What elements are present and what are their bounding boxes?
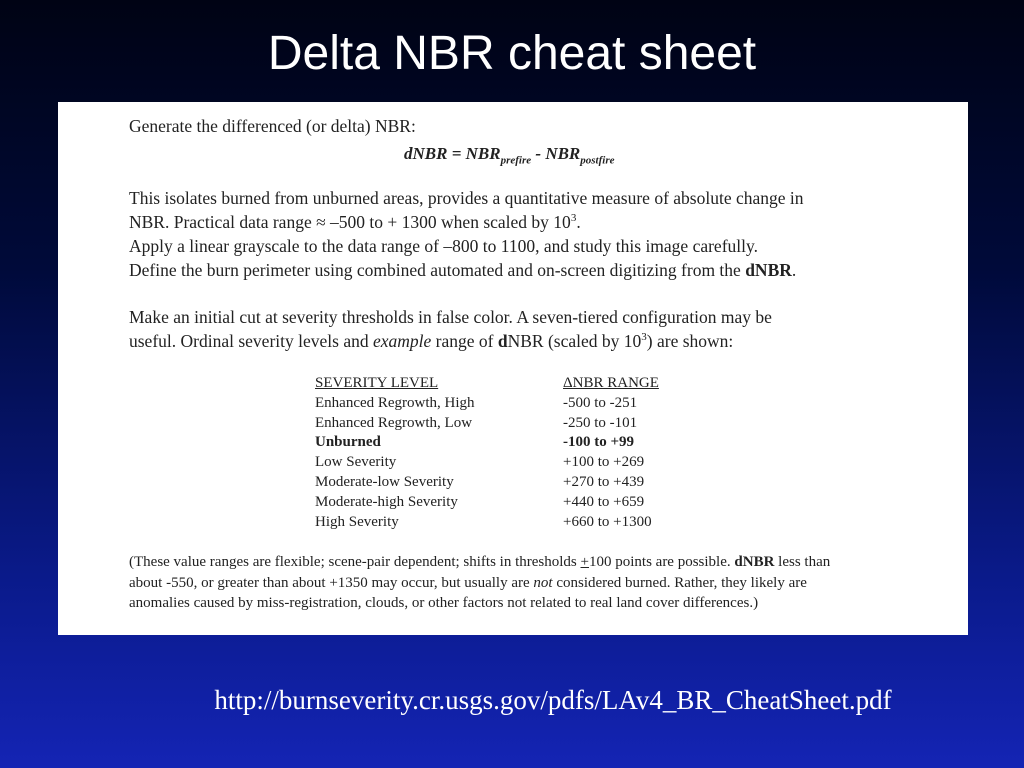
footnote-line-1: (These value ranges are flexible; scene-pair dependent; shifts in thresholds +100 points are possible. dNBR less than [129,554,831,570]
dnbr-range-cell: +440 to +659 [563,493,645,510]
table-header-row [315,374,703,394]
severity-level-header: SEVERITY LEVEL [315,375,439,391]
table-row [315,394,703,414]
severity-level-cell: Enhanced Regrowth, High [315,394,475,411]
dnbr-range-cell: -100 to +99 [563,434,635,451]
dnbr-formula: dNBR = $NBR_{prefire} - NBR_{postfire}$ [404,144,615,167]
cheat-sheet-document [58,102,968,635]
severity-level-cell: Enhanced Regrowth, Low [315,414,473,431]
paragraph-1-line-3: Apply a linear grayscale to the data range of –800 to 1100, and study this image carefully. [129,236,758,256]
table-row [315,453,703,473]
dnbr-range-cell: +270 to +439 [563,473,645,490]
slide-title: Delta NBR cheat sheet [267,27,757,80]
paragraph-2-line-1: Make an initial cut at severity thresholds in false color. A seven-tiered configuration may be [129,307,772,327]
paragraph-1-line-4: Define the burn perimeter using combined automated and on-screen digitizing from the dNBR. [129,260,797,280]
dnbr-range-cell: +100 to +269 [563,454,645,471]
footnote-line-2: about -550, or greater than about +1350 may occur, but usually are not considered burned. Rather, they likely are [129,574,807,591]
source-url-link[interactable]: http://burnseverity.cr.usgs.gov/pdfs/LAv4_BR_CheatSheet.pdf [214,685,892,715]
severity-level-cell: Moderate-high Severity [315,493,458,510]
footnote [129,552,830,614]
footnote-line-3: anomalies caused by miss-registration, clouds, or other factors not related to real land cover differences.) [129,595,759,611]
paragraph-1-line-1: This isolates burned from unburned areas, provides a quantitative measure of absolute change in [129,188,804,208]
intro-text: Generate the differenced (or delta) NBR: [129,116,416,136]
dnbr-range-cell: -500 to -251 [563,394,638,411]
dnbr-range-cell: +660 to +1300 [563,513,652,530]
severity-level-cell: Moderate-low Severity [315,473,454,490]
severity-level-cell: Unburned [315,434,381,451]
table-row [315,493,703,513]
dnbr-range-header: ΔNBR RANGE [563,375,659,391]
paragraph-2-line-2: useful. Ordinal severity levels and example range of dNBR (scaled by $10^3$) are shown: [129,331,734,351]
table-row [315,473,703,493]
table-row [315,513,703,533]
table-row [315,433,703,453]
severity-level-cell: High Severity [315,513,399,530]
severity-level-cell: Low Severity [315,454,397,471]
paragraph-1-line-2: NBR. Practical data range ≈ –500 to + 1300 when scaled by $10^3$. [129,212,581,232]
dnbr-range-cell: -250 to -101 [563,414,638,431]
table-row [315,414,703,434]
severity-table [315,374,703,532]
